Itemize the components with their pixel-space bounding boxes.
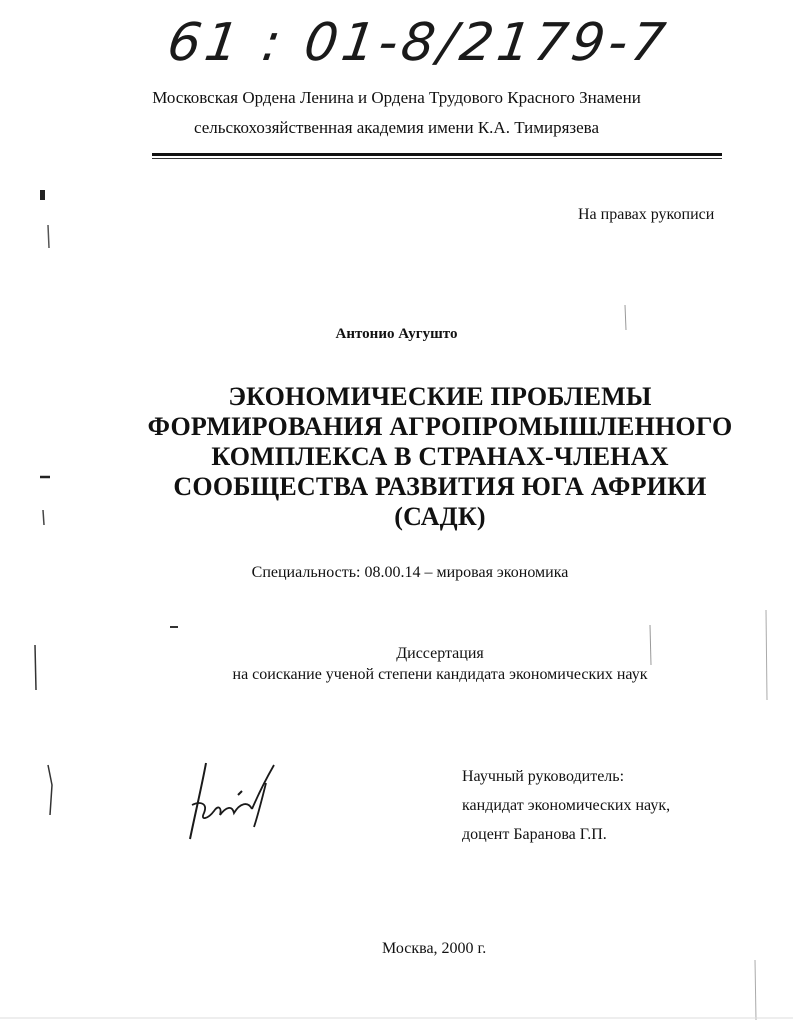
header-rule-thin [152, 158, 722, 159]
archive-code-handwritten: 61 : 01-8/2179-7 [163, 13, 673, 73]
supervisor-degree: кандидат экономических наук, [462, 797, 671, 814]
institution-line-1: Московская Ордена Ленина и Ордена Трудового Красного Знамени [152, 88, 641, 107]
title-line: (САДК) [394, 502, 486, 531]
author-name: Антонио Аугушто [335, 326, 458, 342]
header-rule-thick [152, 153, 722, 156]
handwritten-signature [178, 755, 298, 845]
title-line: КОМПЛЕКСА В СТРАНАХ-ЧЛЕНАХ [211, 442, 669, 471]
degree-line: на соискание ученой степени кандидата экономических наук [232, 666, 648, 683]
dissertation-type [0, 643, 793, 685]
specialty-line: Специальность: 08.00.14 – мировая экономика [251, 564, 569, 581]
supervisor-label: Научный руководитель: [462, 768, 625, 785]
title-line: ЭКОНОМИЧЕСКИЕ ПРОБЛЕМЫ [228, 382, 652, 411]
city-year: Москва, 2000 г. [382, 940, 487, 957]
dissertation-title [130, 382, 750, 532]
supervisor-name: доцент Баранова Г.П. [462, 826, 607, 843]
institution-line-2: сельскохозяйственная академия имени К.А. Тимирязева [193, 118, 600, 137]
title-line: СООБЩЕСТВА РАЗВИТИЯ ЮГА АФРИКИ [173, 472, 707, 501]
rights-note: На правах рукописи [578, 206, 715, 223]
supervisor-block [462, 762, 670, 849]
title-line: ФОРМИРОВАНИЯ АГРОПРОМЫШЛЕННОГО [147, 412, 733, 441]
dissertation-label: Диссертация [396, 645, 484, 662]
